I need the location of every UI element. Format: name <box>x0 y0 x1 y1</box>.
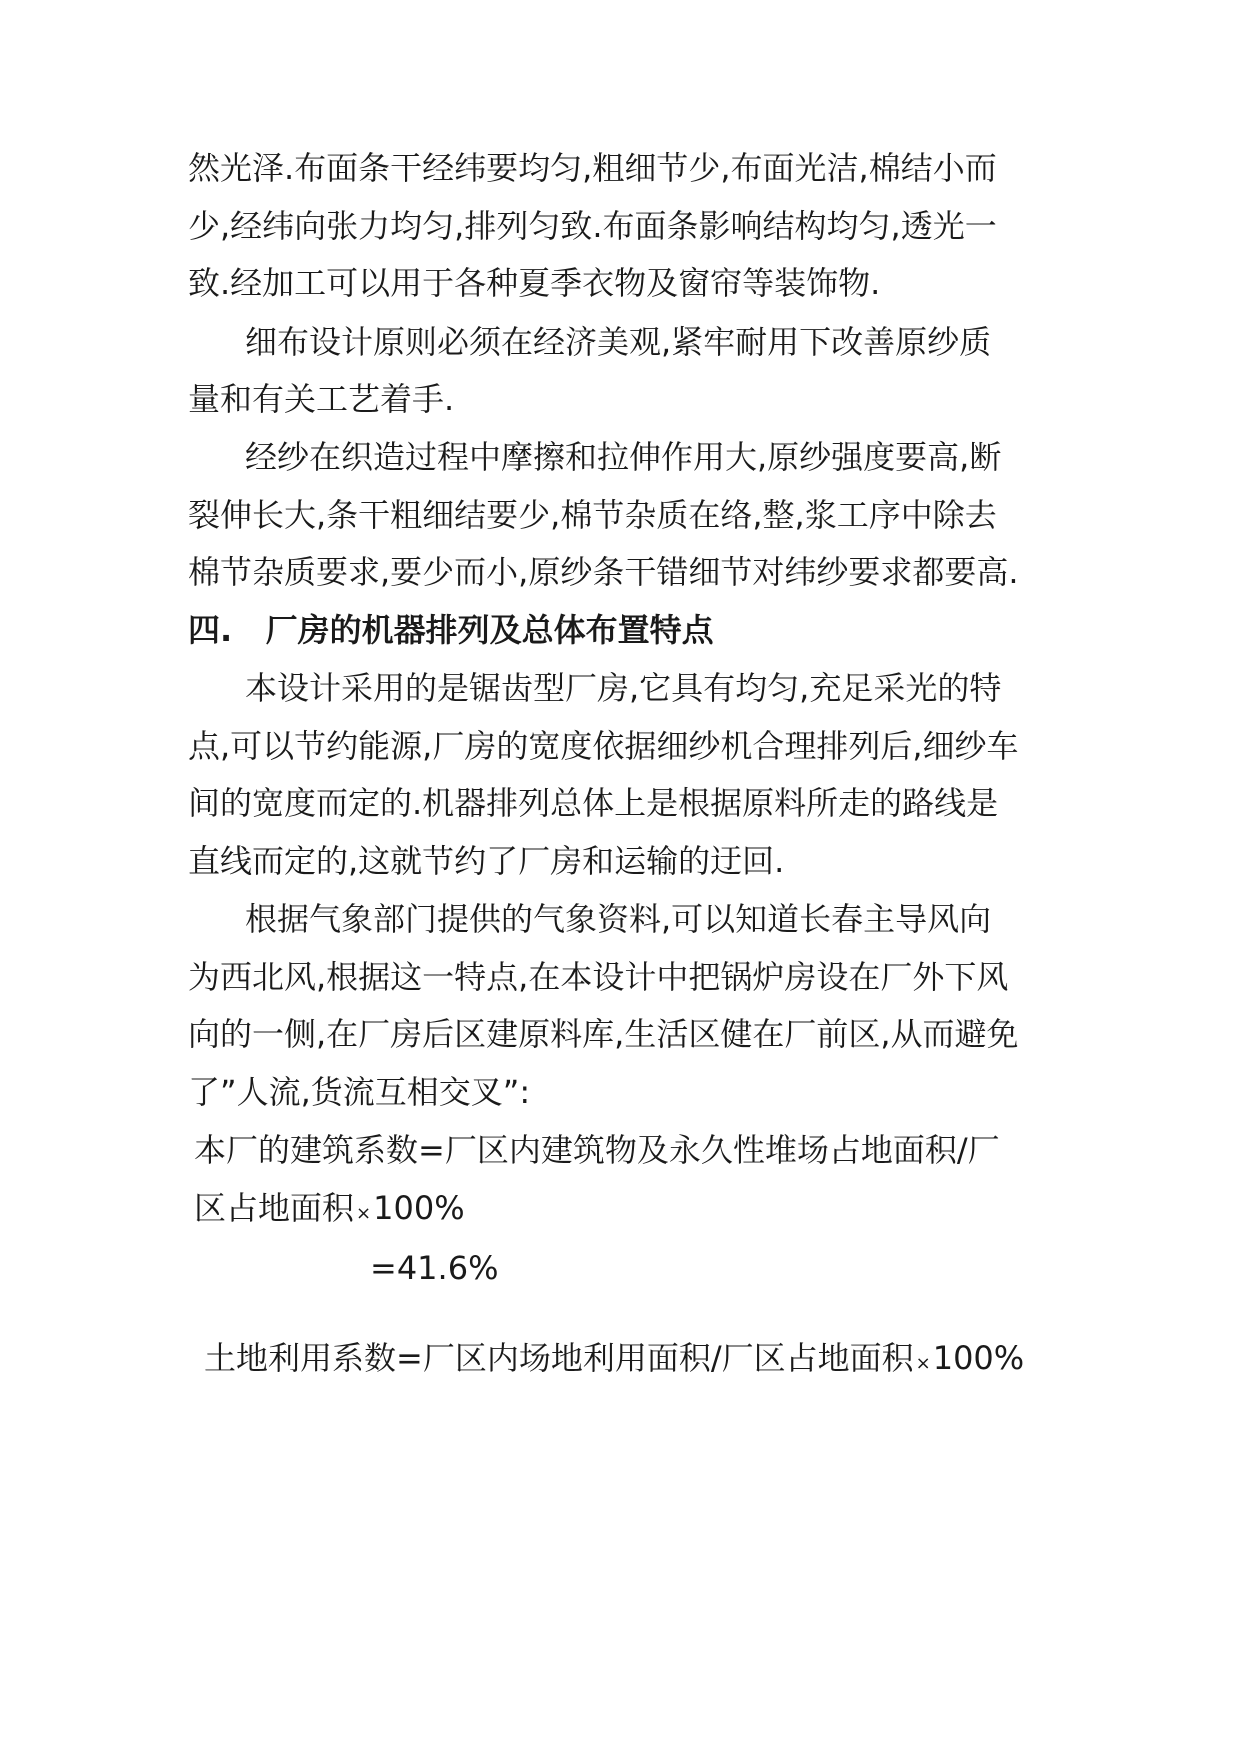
section-heading: 四. 厂房的机器排列及总体布置特点 <box>188 611 714 649</box>
formula-line <box>204 1338 1084 1384</box>
multiply-symbol: × <box>356 1203 372 1224</box>
paragraph-line: 棉节杂质要求,要少而小,原纱条干错细节对纬纱要求都要高. <box>188 553 1019 591</box>
paragraph-line: 细布设计原则必须在经济美观,紧牢耐用下改善原纱质 <box>245 323 992 361</box>
paragraph-line: 向的一侧,在厂房后区建原料库,生活区健在厂前区,从而避免 <box>188 1015 1019 1053</box>
multiply-symbol: × <box>915 1353 931 1374</box>
formula-line: 本厂的建筑系数=厂区内建筑物及永久性堆场占地面积/厂 <box>194 1131 1000 1169</box>
paragraph-line: 间的宽度而定的.机器排列总体上是根据原料所走的路线是 <box>188 784 999 822</box>
formula-percent: 100% <box>373 1189 465 1227</box>
paragraph-line: 为西北风,根据这一特点,在本设计中把锅炉房设在厂外下风 <box>188 958 1009 996</box>
formula-text: 土地利用系数=厂区内场地利用面积/厂区占地面积 <box>204 1339 914 1377</box>
paragraph-line: 量和有关工艺着手. <box>188 380 455 418</box>
formula-result: =41.6% <box>370 1249 499 1287</box>
paragraph-line: 裂伸长大,条干粗细结要少,棉节杂质在络,整,浆工序中除去 <box>188 496 997 534</box>
paragraph-line: 了”人流,货流互相交叉”: <box>188 1073 531 1111</box>
formula-line <box>194 1188 1074 1234</box>
paragraph-line: 经纱在织造过程中摩擦和拉伸作用大,原纱强度要高,断 <box>245 438 1002 476</box>
formula-text: 区占地面积 <box>194 1189 355 1227</box>
paragraph-line: 根据气象部门提供的气象资料,可以知道长春主导风向 <box>245 900 992 938</box>
paragraph-line: 点,可以节约能源,厂房的宽度依据细纱机合理排列后,细纱车 <box>188 727 1019 765</box>
paragraph-line: 致.经加工可以用于各种夏季衣物及窗帘等装饰物. <box>188 264 881 302</box>
formula-percent: 100% <box>932 1339 1025 1377</box>
paragraph-line: 少,经纬向张力均匀,排列匀致.布面条影响结构均匀,透光一 <box>188 207 997 245</box>
paragraph-line: 直线而定的,这就节约了厂房和运输的迂回. <box>188 842 785 880</box>
paragraph-line: 然光泽.布面条干经纬要均匀,粗细节少,布面光洁,棉结小而 <box>188 149 997 187</box>
paragraph-line: 本设计采用的是锯齿型厂房,它具有均匀,充足采光的特 <box>245 669 1002 707</box>
